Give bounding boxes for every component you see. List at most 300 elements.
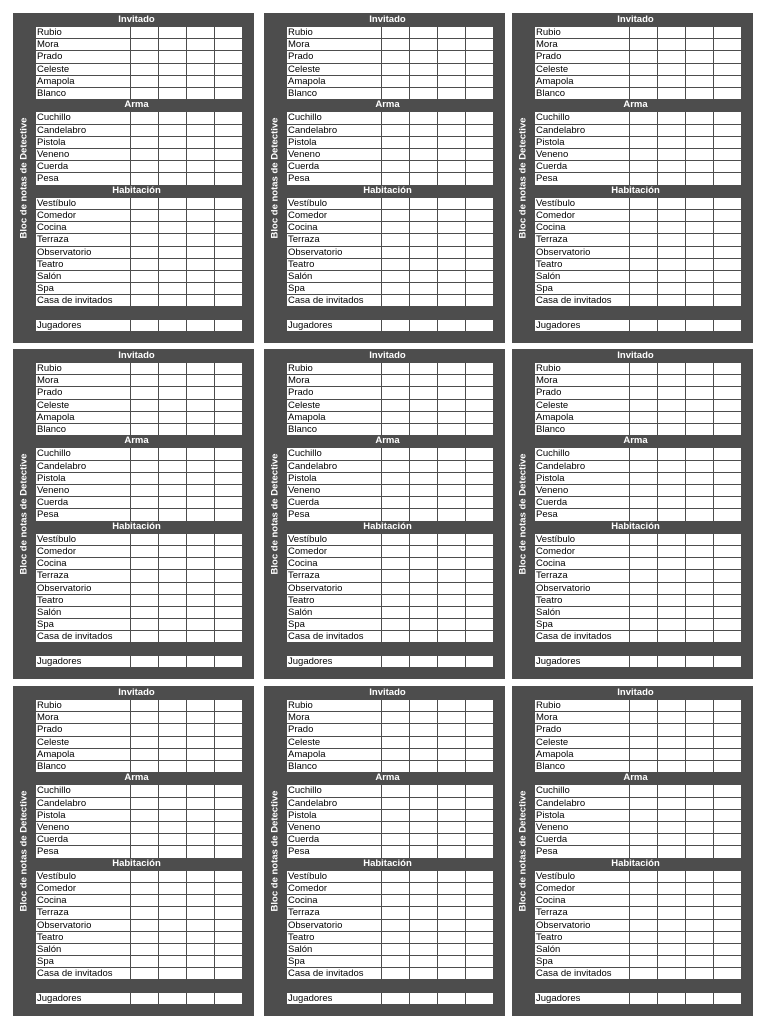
- mark-cell[interactable]: [410, 834, 438, 846]
- mark-cell[interactable]: [438, 545, 466, 557]
- mark-cell[interactable]: [382, 895, 410, 907]
- mark-cell[interactable]: [159, 821, 187, 833]
- mark-cell[interactable]: [131, 809, 159, 821]
- mark-cell[interactable]: [714, 606, 742, 618]
- mark-cell[interactable]: [159, 895, 187, 907]
- mark-cell[interactable]: [686, 760, 714, 772]
- mark-cell[interactable]: [466, 136, 494, 148]
- mark-cell[interactable]: [466, 968, 494, 980]
- mark-cell[interactable]: [714, 907, 742, 919]
- mark-cell[interactable]: [187, 197, 215, 209]
- mark-cell[interactable]: [686, 895, 714, 907]
- mark-cell[interactable]: [131, 283, 159, 295]
- mark-cell[interactable]: [187, 594, 215, 606]
- mark-cell[interactable]: [215, 809, 243, 821]
- mark-cell[interactable]: [382, 148, 410, 160]
- mark-cell[interactable]: [159, 375, 187, 387]
- mark-cell[interactable]: [714, 594, 742, 606]
- mark-cell[interactable]: [159, 594, 187, 606]
- mark-cell[interactable]: [714, 882, 742, 894]
- mark-cell[interactable]: [658, 27, 686, 39]
- mark-cell[interactable]: [215, 75, 243, 87]
- mark-cell[interactable]: [438, 797, 466, 809]
- mark-cell[interactable]: [466, 631, 494, 643]
- mark-cell[interactable]: [466, 411, 494, 423]
- mark-cell[interactable]: [215, 283, 243, 295]
- mark-cell[interactable]: [131, 112, 159, 124]
- mark-cell[interactable]: [714, 460, 742, 472]
- mark-cell[interactable]: [187, 112, 215, 124]
- mark-cell[interactable]: [131, 423, 159, 435]
- mark-cell[interactable]: [630, 497, 658, 509]
- mark-cell[interactable]: [159, 148, 187, 160]
- mark-cell[interactable]: [658, 736, 686, 748]
- mark-cell[interactable]: [382, 809, 410, 821]
- mark-cell[interactable]: [466, 27, 494, 39]
- mark-cell[interactable]: [658, 209, 686, 221]
- mark-cell[interactable]: [630, 124, 658, 136]
- mark-cell[interactable]: [630, 258, 658, 270]
- mark-cell[interactable]: [686, 712, 714, 724]
- mark-cell[interactable]: [438, 956, 466, 968]
- mark-cell[interactable]: [187, 907, 215, 919]
- mark-cell[interactable]: [187, 173, 215, 185]
- mark-cell[interactable]: [438, 631, 466, 643]
- mark-cell[interactable]: [438, 136, 466, 148]
- mark-cell[interactable]: [131, 222, 159, 234]
- mark-cell[interactable]: [215, 821, 243, 833]
- mark-cell[interactable]: [187, 919, 215, 931]
- mark-cell[interactable]: [438, 700, 466, 712]
- mark-cell[interactable]: [215, 399, 243, 411]
- mark-cell[interactable]: [382, 785, 410, 797]
- mark-cell[interactable]: [187, 27, 215, 39]
- mark-cell[interactable]: [686, 931, 714, 943]
- mark-cell[interactable]: [215, 112, 243, 124]
- mark-cell[interactable]: [438, 748, 466, 760]
- mark-cell[interactable]: [131, 51, 159, 63]
- mark-cell[interactable]: [714, 270, 742, 282]
- mark-cell[interactable]: [630, 870, 658, 882]
- mark-cell[interactable]: [159, 619, 187, 631]
- mark-cell[interactable]: [466, 148, 494, 160]
- mark-cell[interactable]: [714, 234, 742, 246]
- mark-cell[interactable]: [159, 387, 187, 399]
- mark-cell[interactable]: [410, 631, 438, 643]
- mark-cell[interactable]: [438, 736, 466, 748]
- mark-cell[interactable]: [215, 594, 243, 606]
- mark-cell[interactable]: [382, 931, 410, 943]
- mark-cell[interactable]: [382, 411, 410, 423]
- mark-cell[interactable]: [466, 956, 494, 968]
- mark-cell[interactable]: [686, 411, 714, 423]
- mark-cell[interactable]: [159, 87, 187, 99]
- mark-cell[interactable]: [658, 222, 686, 234]
- mark-cell[interactable]: [382, 724, 410, 736]
- mark-cell[interactable]: [438, 460, 466, 472]
- mark-cell[interactable]: [658, 956, 686, 968]
- mark-cell[interactable]: [159, 533, 187, 545]
- mark-cell[interactable]: [630, 748, 658, 760]
- mark-cell[interactable]: [658, 411, 686, 423]
- mark-cell[interactable]: [159, 943, 187, 955]
- mark-cell[interactable]: [686, 736, 714, 748]
- mark-cell[interactable]: [658, 423, 686, 435]
- mark-cell[interactable]: [466, 472, 494, 484]
- mark-cell[interactable]: [714, 821, 742, 833]
- mark-cell[interactable]: [714, 161, 742, 173]
- mark-cell[interactable]: [382, 968, 410, 980]
- mark-cell[interactable]: [410, 39, 438, 51]
- mark-cell[interactable]: [131, 631, 159, 643]
- mark-cell[interactable]: [410, 295, 438, 307]
- mark-cell[interactable]: [714, 63, 742, 75]
- mark-cell[interactable]: [131, 870, 159, 882]
- mark-cell[interactable]: [714, 472, 742, 484]
- mark-cell[interactable]: [410, 222, 438, 234]
- player-cell[interactable]: [410, 320, 438, 332]
- mark-cell[interactable]: [438, 75, 466, 87]
- mark-cell[interactable]: [466, 399, 494, 411]
- mark-cell[interactable]: [410, 246, 438, 258]
- mark-cell[interactable]: [187, 411, 215, 423]
- mark-cell[interactable]: [658, 148, 686, 160]
- player-cell[interactable]: [658, 320, 686, 332]
- mark-cell[interactable]: [410, 785, 438, 797]
- mark-cell[interactable]: [131, 821, 159, 833]
- mark-cell[interactable]: [714, 870, 742, 882]
- mark-cell[interactable]: [714, 222, 742, 234]
- mark-cell[interactable]: [159, 497, 187, 509]
- player-cell[interactable]: [630, 320, 658, 332]
- mark-cell[interactable]: [382, 821, 410, 833]
- mark-cell[interactable]: [159, 956, 187, 968]
- mark-cell[interactable]: [410, 809, 438, 821]
- mark-cell[interactable]: [187, 606, 215, 618]
- mark-cell[interactable]: [410, 882, 438, 894]
- mark-cell[interactable]: [714, 375, 742, 387]
- mark-cell[interactable]: [187, 760, 215, 772]
- mark-cell[interactable]: [159, 558, 187, 570]
- mark-cell[interactable]: [438, 760, 466, 772]
- mark-cell[interactable]: [714, 558, 742, 570]
- mark-cell[interactable]: [159, 423, 187, 435]
- mark-cell[interactable]: [382, 423, 410, 435]
- mark-cell[interactable]: [131, 956, 159, 968]
- mark-cell[interactable]: [466, 700, 494, 712]
- player-cell[interactable]: [131, 320, 159, 332]
- mark-cell[interactable]: [438, 448, 466, 460]
- mark-cell[interactable]: [658, 631, 686, 643]
- player-cell[interactable]: [410, 656, 438, 668]
- player-cell[interactable]: [382, 993, 410, 1005]
- mark-cell[interactable]: [159, 75, 187, 87]
- mark-cell[interactable]: [658, 919, 686, 931]
- mark-cell[interactable]: [410, 545, 438, 557]
- mark-cell[interactable]: [131, 295, 159, 307]
- mark-cell[interactable]: [410, 748, 438, 760]
- mark-cell[interactable]: [686, 821, 714, 833]
- mark-cell[interactable]: [438, 51, 466, 63]
- mark-cell[interactable]: [658, 700, 686, 712]
- mark-cell[interactable]: [410, 63, 438, 75]
- mark-cell[interactable]: [215, 760, 243, 772]
- mark-cell[interactable]: [658, 51, 686, 63]
- mark-cell[interactable]: [187, 270, 215, 282]
- mark-cell[interactable]: [159, 295, 187, 307]
- mark-cell[interactable]: [466, 161, 494, 173]
- mark-cell[interactable]: [714, 509, 742, 521]
- mark-cell[interactable]: [466, 724, 494, 736]
- mark-cell[interactable]: [714, 423, 742, 435]
- mark-cell[interactable]: [159, 712, 187, 724]
- mark-cell[interactable]: [714, 631, 742, 643]
- mark-cell[interactable]: [382, 363, 410, 375]
- mark-cell[interactable]: [630, 809, 658, 821]
- mark-cell[interactable]: [714, 283, 742, 295]
- mark-cell[interactable]: [686, 870, 714, 882]
- mark-cell[interactable]: [410, 956, 438, 968]
- mark-cell[interactable]: [410, 161, 438, 173]
- mark-cell[interactable]: [686, 606, 714, 618]
- mark-cell[interactable]: [187, 545, 215, 557]
- mark-cell[interactable]: [630, 197, 658, 209]
- mark-cell[interactable]: [382, 619, 410, 631]
- mark-cell[interactable]: [215, 606, 243, 618]
- mark-cell[interactable]: [215, 700, 243, 712]
- player-cell[interactable]: [686, 656, 714, 668]
- mark-cell[interactable]: [714, 448, 742, 460]
- mark-cell[interactable]: [215, 907, 243, 919]
- mark-cell[interactable]: [686, 484, 714, 496]
- mark-cell[interactable]: [159, 907, 187, 919]
- mark-cell[interactable]: [658, 63, 686, 75]
- mark-cell[interactable]: [686, 834, 714, 846]
- mark-cell[interactable]: [466, 246, 494, 258]
- mark-cell[interactable]: [159, 363, 187, 375]
- mark-cell[interactable]: [187, 619, 215, 631]
- player-cell[interactable]: [658, 656, 686, 668]
- mark-cell[interactable]: [215, 497, 243, 509]
- mark-cell[interactable]: [382, 27, 410, 39]
- mark-cell[interactable]: [159, 161, 187, 173]
- mark-cell[interactable]: [630, 173, 658, 185]
- mark-cell[interactable]: [187, 631, 215, 643]
- mark-cell[interactable]: [438, 834, 466, 846]
- mark-cell[interactable]: [630, 570, 658, 582]
- mark-cell[interactable]: [466, 75, 494, 87]
- mark-cell[interactable]: [410, 472, 438, 484]
- mark-cell[interactable]: [410, 375, 438, 387]
- mark-cell[interactable]: [187, 582, 215, 594]
- mark-cell[interactable]: [159, 631, 187, 643]
- mark-cell[interactable]: [466, 545, 494, 557]
- mark-cell[interactable]: [438, 161, 466, 173]
- mark-cell[interactable]: [410, 283, 438, 295]
- player-cell[interactable]: [466, 320, 494, 332]
- mark-cell[interactable]: [187, 87, 215, 99]
- mark-cell[interactable]: [187, 423, 215, 435]
- mark-cell[interactable]: [410, 724, 438, 736]
- mark-cell[interactable]: [658, 161, 686, 173]
- mark-cell[interactable]: [187, 399, 215, 411]
- mark-cell[interactable]: [466, 785, 494, 797]
- mark-cell[interactable]: [410, 606, 438, 618]
- mark-cell[interactable]: [714, 846, 742, 858]
- mark-cell[interactable]: [410, 870, 438, 882]
- mark-cell[interactable]: [410, 582, 438, 594]
- mark-cell[interactable]: [131, 246, 159, 258]
- mark-cell[interactable]: [658, 834, 686, 846]
- mark-cell[interactable]: [686, 472, 714, 484]
- mark-cell[interactable]: [187, 821, 215, 833]
- mark-cell[interactable]: [410, 51, 438, 63]
- mark-cell[interactable]: [131, 748, 159, 760]
- mark-cell[interactable]: [466, 497, 494, 509]
- mark-cell[interactable]: [215, 246, 243, 258]
- mark-cell[interactable]: [382, 509, 410, 521]
- mark-cell[interactable]: [131, 760, 159, 772]
- mark-cell[interactable]: [466, 870, 494, 882]
- mark-cell[interactable]: [438, 295, 466, 307]
- mark-cell[interactable]: [159, 846, 187, 858]
- mark-cell[interactable]: [686, 846, 714, 858]
- mark-cell[interactable]: [382, 712, 410, 724]
- mark-cell[interactable]: [686, 700, 714, 712]
- mark-cell[interactable]: [215, 931, 243, 943]
- mark-cell[interactable]: [686, 545, 714, 557]
- mark-cell[interactable]: [410, 148, 438, 160]
- mark-cell[interactable]: [630, 246, 658, 258]
- mark-cell[interactable]: [686, 907, 714, 919]
- mark-cell[interactable]: [215, 375, 243, 387]
- mark-cell[interactable]: [714, 956, 742, 968]
- mark-cell[interactable]: [382, 594, 410, 606]
- mark-cell[interactable]: [159, 124, 187, 136]
- mark-cell[interactable]: [658, 399, 686, 411]
- mark-cell[interactable]: [438, 375, 466, 387]
- player-cell[interactable]: [438, 993, 466, 1005]
- mark-cell[interactable]: [159, 234, 187, 246]
- mark-cell[interactable]: [466, 423, 494, 435]
- mark-cell[interactable]: [131, 75, 159, 87]
- mark-cell[interactable]: [714, 75, 742, 87]
- mark-cell[interactable]: [658, 258, 686, 270]
- mark-cell[interactable]: [159, 919, 187, 931]
- mark-cell[interactable]: [382, 283, 410, 295]
- mark-cell[interactable]: [410, 895, 438, 907]
- mark-cell[interactable]: [630, 558, 658, 570]
- mark-cell[interactable]: [658, 870, 686, 882]
- mark-cell[interactable]: [658, 558, 686, 570]
- mark-cell[interactable]: [438, 895, 466, 907]
- mark-cell[interactable]: [630, 700, 658, 712]
- mark-cell[interactable]: [686, 87, 714, 99]
- mark-cell[interactable]: [466, 460, 494, 472]
- player-cell[interactable]: [382, 656, 410, 668]
- mark-cell[interactable]: [630, 87, 658, 99]
- mark-cell[interactable]: [438, 270, 466, 282]
- mark-cell[interactable]: [410, 619, 438, 631]
- mark-cell[interactable]: [159, 197, 187, 209]
- player-cell[interactable]: [714, 656, 742, 668]
- mark-cell[interactable]: [714, 785, 742, 797]
- mark-cell[interactable]: [159, 724, 187, 736]
- mark-cell[interactable]: [658, 173, 686, 185]
- mark-cell[interactable]: [466, 736, 494, 748]
- mark-cell[interactable]: [714, 197, 742, 209]
- mark-cell[interactable]: [215, 870, 243, 882]
- mark-cell[interactable]: [187, 834, 215, 846]
- mark-cell[interactable]: [438, 27, 466, 39]
- mark-cell[interactable]: [686, 387, 714, 399]
- mark-cell[interactable]: [630, 895, 658, 907]
- mark-cell[interactable]: [159, 570, 187, 582]
- mark-cell[interactable]: [131, 606, 159, 618]
- player-cell[interactable]: [466, 993, 494, 1005]
- mark-cell[interactable]: [131, 161, 159, 173]
- mark-cell[interactable]: [714, 51, 742, 63]
- mark-cell[interactable]: [658, 234, 686, 246]
- mark-cell[interactable]: [131, 399, 159, 411]
- player-cell[interactable]: [159, 993, 187, 1005]
- mark-cell[interactable]: [438, 619, 466, 631]
- mark-cell[interactable]: [382, 209, 410, 221]
- mark-cell[interactable]: [630, 375, 658, 387]
- mark-cell[interactable]: [714, 619, 742, 631]
- mark-cell[interactable]: [215, 148, 243, 160]
- mark-cell[interactable]: [410, 797, 438, 809]
- mark-cell[interactable]: [159, 136, 187, 148]
- mark-cell[interactable]: [438, 39, 466, 51]
- mark-cell[interactable]: [630, 834, 658, 846]
- player-cell[interactable]: [658, 993, 686, 1005]
- player-cell[interactable]: [438, 320, 466, 332]
- mark-cell[interactable]: [714, 209, 742, 221]
- mark-cell[interactable]: [187, 136, 215, 148]
- mark-cell[interactable]: [159, 27, 187, 39]
- mark-cell[interactable]: [686, 136, 714, 148]
- mark-cell[interactable]: [686, 423, 714, 435]
- mark-cell[interactable]: [714, 399, 742, 411]
- mark-cell[interactable]: [438, 63, 466, 75]
- mark-cell[interactable]: [630, 51, 658, 63]
- mark-cell[interactable]: [466, 943, 494, 955]
- mark-cell[interactable]: [630, 27, 658, 39]
- mark-cell[interactable]: [410, 484, 438, 496]
- mark-cell[interactable]: [131, 411, 159, 423]
- mark-cell[interactable]: [658, 606, 686, 618]
- mark-cell[interactable]: [131, 700, 159, 712]
- mark-cell[interactable]: [410, 460, 438, 472]
- mark-cell[interactable]: [187, 931, 215, 943]
- mark-cell[interactable]: [686, 594, 714, 606]
- mark-cell[interactable]: [410, 919, 438, 931]
- mark-cell[interactable]: [438, 234, 466, 246]
- mark-cell[interactable]: [630, 148, 658, 160]
- mark-cell[interactable]: [658, 968, 686, 980]
- mark-cell[interactable]: [159, 39, 187, 51]
- mark-cell[interactable]: [215, 472, 243, 484]
- mark-cell[interactable]: [686, 234, 714, 246]
- mark-cell[interactable]: [714, 295, 742, 307]
- mark-cell[interactable]: [382, 387, 410, 399]
- mark-cell[interactable]: [215, 258, 243, 270]
- mark-cell[interactable]: [131, 882, 159, 894]
- mark-cell[interactable]: [438, 209, 466, 221]
- mark-cell[interactable]: [382, 907, 410, 919]
- mark-cell[interactable]: [159, 460, 187, 472]
